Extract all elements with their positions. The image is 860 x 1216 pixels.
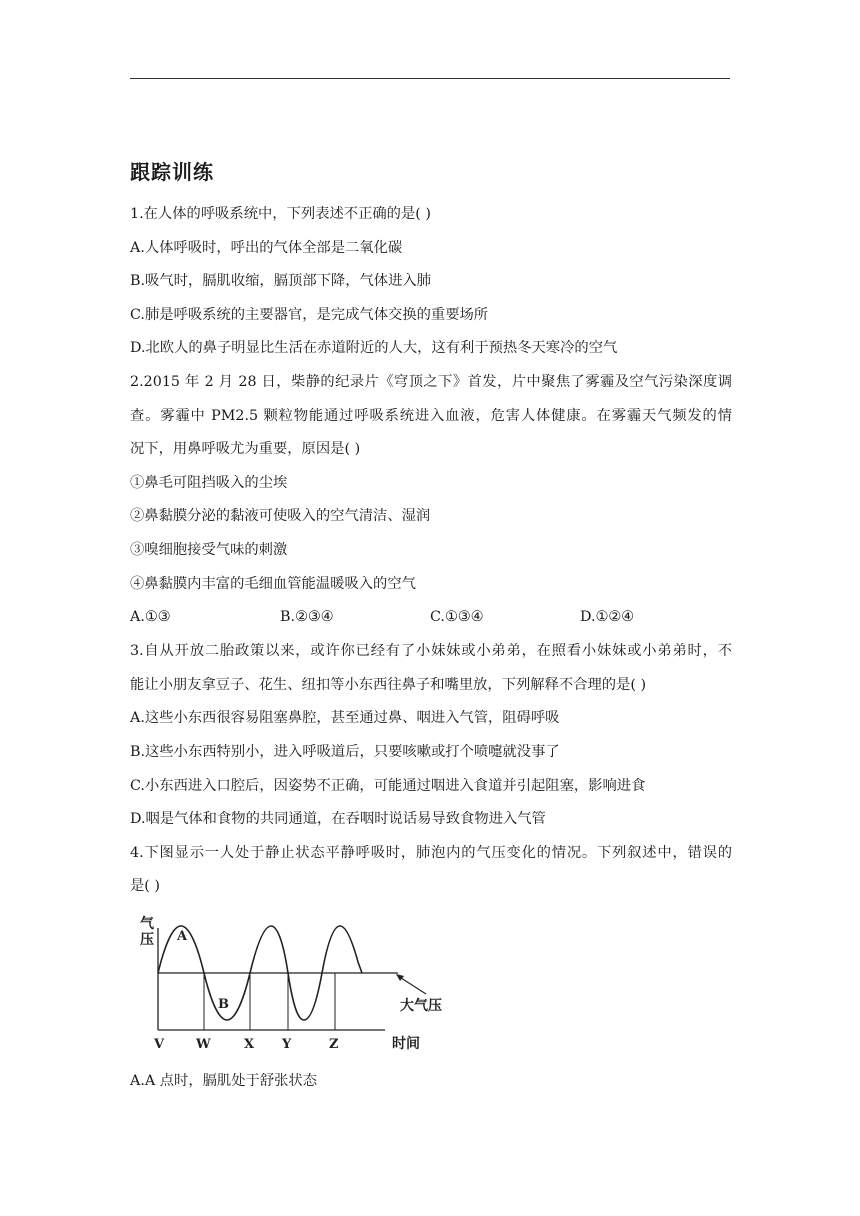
q3-stem-line-1: 3.自从开放二胎政策以来，或许你已经有了小妹妹或小弟弟，在照看小妹妹或小弟弟时，不 [130,643,732,659]
q3-option-d: D.咽是气体和食物的共同通道，在吞咽时说话易导致食物进入气管 [130,811,546,827]
q2-item-3: ③嗅细胞接受气味的刺激 [130,542,288,558]
q3-option-b: B.这些小东西特别小，进入呼吸道后，只要咳嗽或打个喷嚏就没事了 [130,744,560,760]
q2-stem-line-2: 查。雾霾中 PM2.5 颗粒物能通过呼吸系统进入血液，危害人体健康。在雾霾天气频发的情 [130,408,732,424]
q2-item-1: ①鼻毛可阻挡吸入的尘埃 [130,475,288,491]
q2-option-a: A.①③ [130,609,171,625]
point-a-label: A [177,929,188,944]
x-axis-label: 时间 [392,1036,420,1052]
q4-stem-line-2: 是( ) [130,878,160,894]
tick-v: V [154,1037,165,1052]
q2-item-2: ②鼻黏膜分泌的黏液可使吸入的空气清洁、湿润 [130,508,431,524]
q1-option-a: A.人体呼吸时，呼出的气体全部是二氧化碳 [130,240,403,256]
baseline-pointer-head [396,974,404,981]
q1-option-c: C.肺是呼吸系统的主要器官，是完成气体交换的重要场所 [130,307,489,323]
q4-stem-line-1: 4.下图显示一人处于静止状态平静呼吸时，肺泡内的气压变化的情况。下列叙述中，错误的 [130,845,732,861]
alveolar-pressure-figure [130,910,475,1055]
q3-stem-line-2: 能让小朋友拿豆子、花生、纽扣等小东西往鼻子和嘴里放，下列解释不合理的是( ) [130,677,647,693]
pressure-curve-diagram [130,910,475,1055]
q2-stem-line-1: 2.2015 年 2 月 28 日，柴静的纪录片《穹顶之下》首发，片中聚焦了雾霾及空气污染深度调 [130,374,732,390]
tick-y: Y [282,1037,292,1052]
q1-stem: 1.在人体的呼吸系统中，下列表述不正确的是( ) [130,206,431,222]
section-heading: 跟踪训练 [130,160,214,184]
baseline-pointer [398,976,426,994]
q3-option-c: C.小东西进入口腔后，因姿势不正确，可能通过咽进入食道并引起阻塞，影响进食 [130,778,646,794]
tick-x: X [244,1037,255,1052]
q2-stem-line-3: 况下，用鼻呼吸尤为重要，原因是( ) [130,441,361,457]
header-rule [130,78,730,79]
q3-option-a: A.这些小东西很容易阻塞鼻腔，甚至通过鼻、咽进入气管，阻碍呼吸 [130,710,560,726]
q2-option-d: D.①②④ [580,609,634,625]
baseline-label: 大气压 [400,998,442,1014]
q1-option-d: D.北欧人的鼻子明显比生活在赤道附近的人大，这有利于预热冬天寒冷的空气 [130,340,618,356]
tick-z: Z [329,1037,339,1052]
q4-option-a: A.A 点时，膈肌处于舒张状态 [130,1073,318,1089]
y-axis-label-1: 气 [140,916,154,932]
y-axis-label-2: 压 [140,932,154,948]
point-b-label: B [218,997,229,1012]
q2-option-c: C.①③④ [430,609,484,625]
q1-option-b: B.吸气时，膈肌收缩，膈顶部下降，气体进入肺 [130,273,431,289]
q2-item-4: ④鼻黏膜内丰富的毛细血管能温暖吸入的空气 [130,576,416,592]
tick-w: W [196,1037,211,1052]
q2-option-b: B.②③④ [280,609,334,625]
